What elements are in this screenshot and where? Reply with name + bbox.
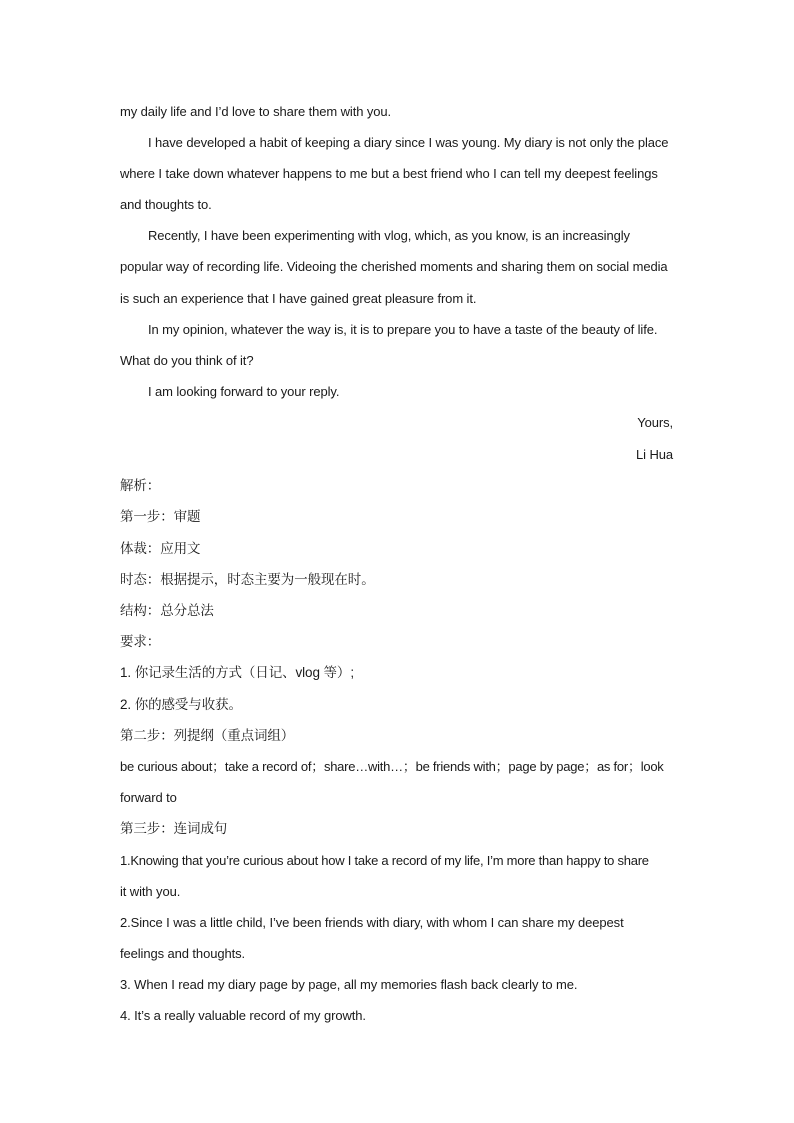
sentence-line: 1.Knowing that you’re curious about how I take a record of my life, I’m more than happy to share — [120, 853, 649, 868]
phrases-line: be curious about；take a record of；share…with…；be friends with；page by page；as for；look — [120, 759, 664, 774]
genre-line: 体裁：应用文 — [120, 541, 201, 556]
requirement-item: 1. 你记录生活的方式（日记、vlog 等）; — [120, 665, 354, 680]
letter-line: and thoughts to. — [120, 197, 212, 212]
letter-paragraph-start: I have developed a habit of keeping a diary since I was young. My diary is not only the place — [148, 135, 669, 150]
letter-paragraph-start: I am looking forward to your reply. — [148, 384, 340, 399]
analysis-heading: 解析： — [120, 478, 161, 493]
step1-heading: 第一步：审题 — [120, 509, 201, 524]
letter-line: is such an experience that I have gained great pleasure from it. — [120, 291, 477, 306]
sentence-line: 3. When I read my diary page by page, all my memories flash back clearly to me. — [120, 977, 578, 992]
sentence-line: it with you. — [120, 884, 181, 899]
requirement-item: 2. 你的感受与收获。 — [120, 697, 242, 712]
letter-paragraph-start: In my opinion, whatever the way is, it is to prepare you to have a taste of the beauty of life. — [148, 322, 658, 337]
letter-closing: Yours, — [637, 415, 673, 430]
sentence-line: 4. It’s a really valuable record of my growth. — [120, 1008, 366, 1023]
tense-line: 时态：根据提示，时态主要为一般现在时。 — [120, 572, 375, 587]
sentence-line: feelings and thoughts. — [120, 946, 246, 961]
letter-line: popular way of recording life. Videoing the cherished moments and sharing them on social media — [120, 259, 668, 274]
phrases-line: forward to — [120, 790, 177, 805]
step3-heading: 第三步：连词成句 — [120, 821, 228, 836]
letter-line: What do you think of it? — [120, 353, 254, 368]
letter-line: my daily life and I’d love to share them with you. — [120, 104, 392, 119]
structure-line: 结构：总分总法 — [120, 603, 214, 618]
letter-signature: Li Hua — [636, 447, 673, 462]
requirements-label: 要求： — [120, 634, 161, 649]
step2-heading: 第二步：列提纲（重点词组） — [120, 728, 295, 743]
letter-line: where I take down whatever happens to me but a best friend who I can tell my deepest feelings — [120, 166, 658, 181]
sentence-line: 2.Since I was a little child, I’ve been friends with diary, with whom I can share my deepest — [120, 915, 624, 930]
letter-paragraph-start: Recently, I have been experimenting with vlog, which, as you know, is an increasingly — [148, 228, 630, 243]
